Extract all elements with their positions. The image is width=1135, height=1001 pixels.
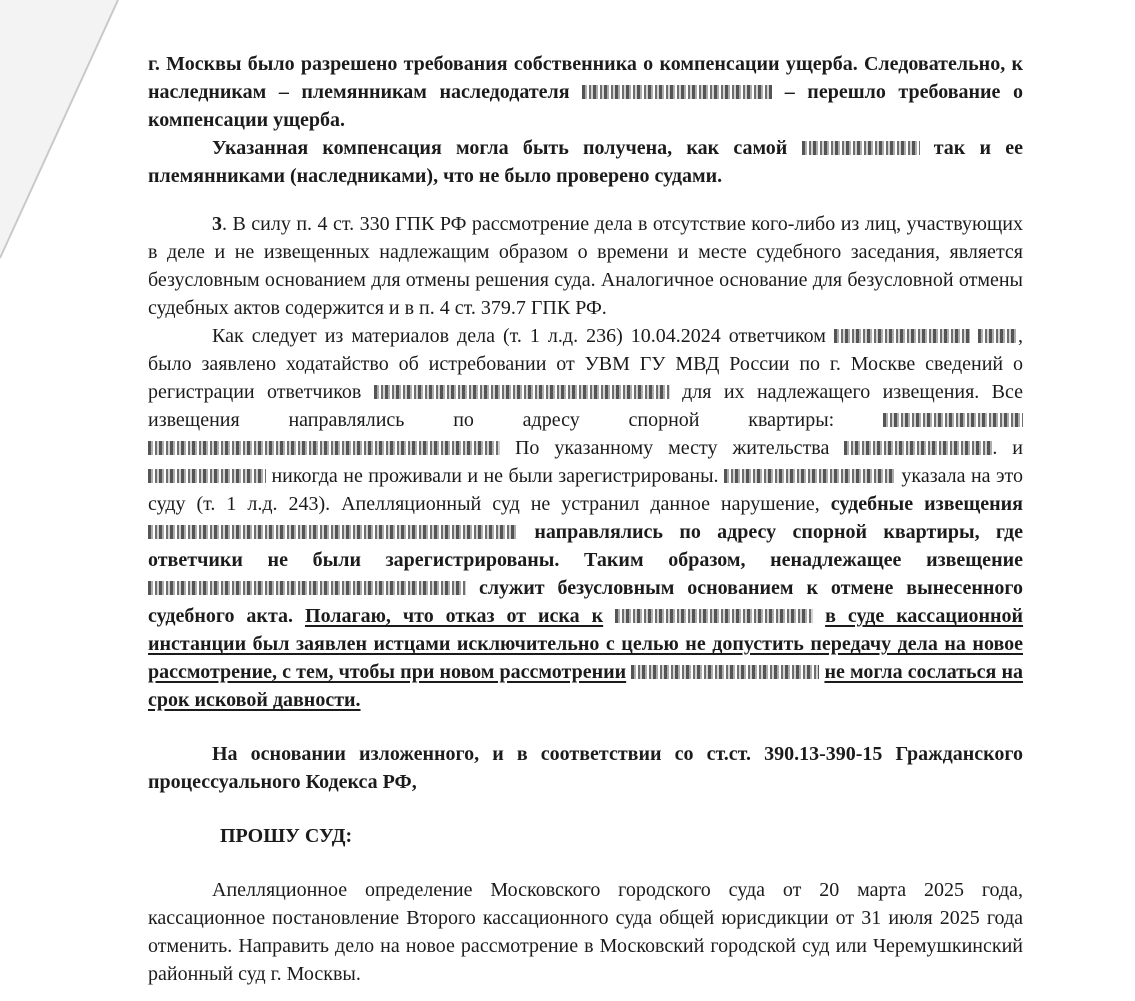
text-segment: Как следует из материалов дела (т. 1 л.д. 236) 10.04.2024 ответчиком [212,325,826,347]
text-segment: направлялись по адресу спорной квартиры, где ответчики не были зарегистрированы [148,521,1024,571]
redacted-name [844,441,992,455]
redacted-name [374,385,670,399]
text-segment: По указанному месту жительства [514,437,830,459]
point-number: 3 [212,213,222,235]
paragraph-point-3 [148,210,1023,322]
redacted-name [802,141,920,155]
paragraph-inheritance [148,50,1023,134]
text-segment: Указанная компенсация могла быть получена, как самой [212,137,788,159]
redacted-name [978,329,1018,343]
text-segment: судебные извещения [830,493,1024,515]
text-segment: . Таким образом, ненадлежащее извещение [554,549,1023,571]
paragraph-compensation [148,134,1023,190]
redacted-name [834,329,970,343]
redacted-address [883,413,1023,427]
underlined-segment: в суде кассационной инстанции был заявлен истцами исключительно с целью не допустить передачу дела на новое рассмотрение, с тем, чтобы при новом рассмотрении [148,605,1024,683]
redacted-name [148,581,466,595]
underlined-segment: не могла сослаться на срок исковой давности. [148,661,1023,711]
redacted-name [724,469,896,483]
paragraph-legal-basis: На основании изложенного, и в соответствии со ст.ст. 390.13-390-15 Гражданского процессуального Кодекса РФ, [148,743,1023,793]
text-segment: для их надлежащего извещения. Все извещения направлялись по адресу спорной квартиры: [148,381,1024,431]
text-segment: указала на это суду (т. 1 л.д. 243). Апелляционный суд не устранил данное нарушение, [148,465,1024,515]
text-segment: . и [992,437,1023,459]
paragraph-notice [148,322,1023,714]
text-segment: . В силу п. 4 ст. 330 ГПК РФ рассмотрение дела в отсутствие кого-либо из лиц, участвующих в деле и не извещенных надлежащим образом о времени и месте судебного заседания, является безусловным основанием для отмены решения суда. Аналогичное основание для безусловной отмены судебных актов содержится и в п. 4 ст. 379.7 ГПК РФ. [148,213,1023,319]
redacted-address [148,441,500,455]
redacted-name [582,85,772,99]
text-segment: г. Москвы было разрешено требования собственника о компенсации ущерба. Следовательно, к наследникам – племянникам наследодателя [148,53,1023,103]
request-heading: ПРОШУ СУД: [220,825,353,847]
document-page [148,50,1023,988]
text-segment: , было заявлено ходатайство об истребовании от УВМ ГУ МВД России по г. Москве сведений о регистрации ответчиков [148,325,1024,403]
redacted-name [148,525,518,539]
text-segment: никогда не проживали и не были зарегистрированы. [271,465,719,487]
underlined-segment: Полагаю, что отказ от иска к [305,605,604,627]
redacted-name [631,665,819,679]
text-segment: так и ее племянниками (наследниками), что не было проверено судами. [148,137,1023,187]
redacted-name [148,469,266,483]
paragraph-request: Апелляционное определение Московского городского суда от 20 марта 2025 года, кассационное постановление Второго кассационного суда общей юрисдикции от 31 июля 2025 года отменить. Направить дело на новое рассмотрение в Московский городской суд или Черемушкинский районный суд г. Москвы. [148,879,1023,985]
redacted-name [615,609,813,623]
text-segment: – перешло требование о компенсации ущерба. [148,81,1023,131]
text-segment: служит безусловным основанием к отмене вынесенного судебного акта. [148,577,1023,627]
